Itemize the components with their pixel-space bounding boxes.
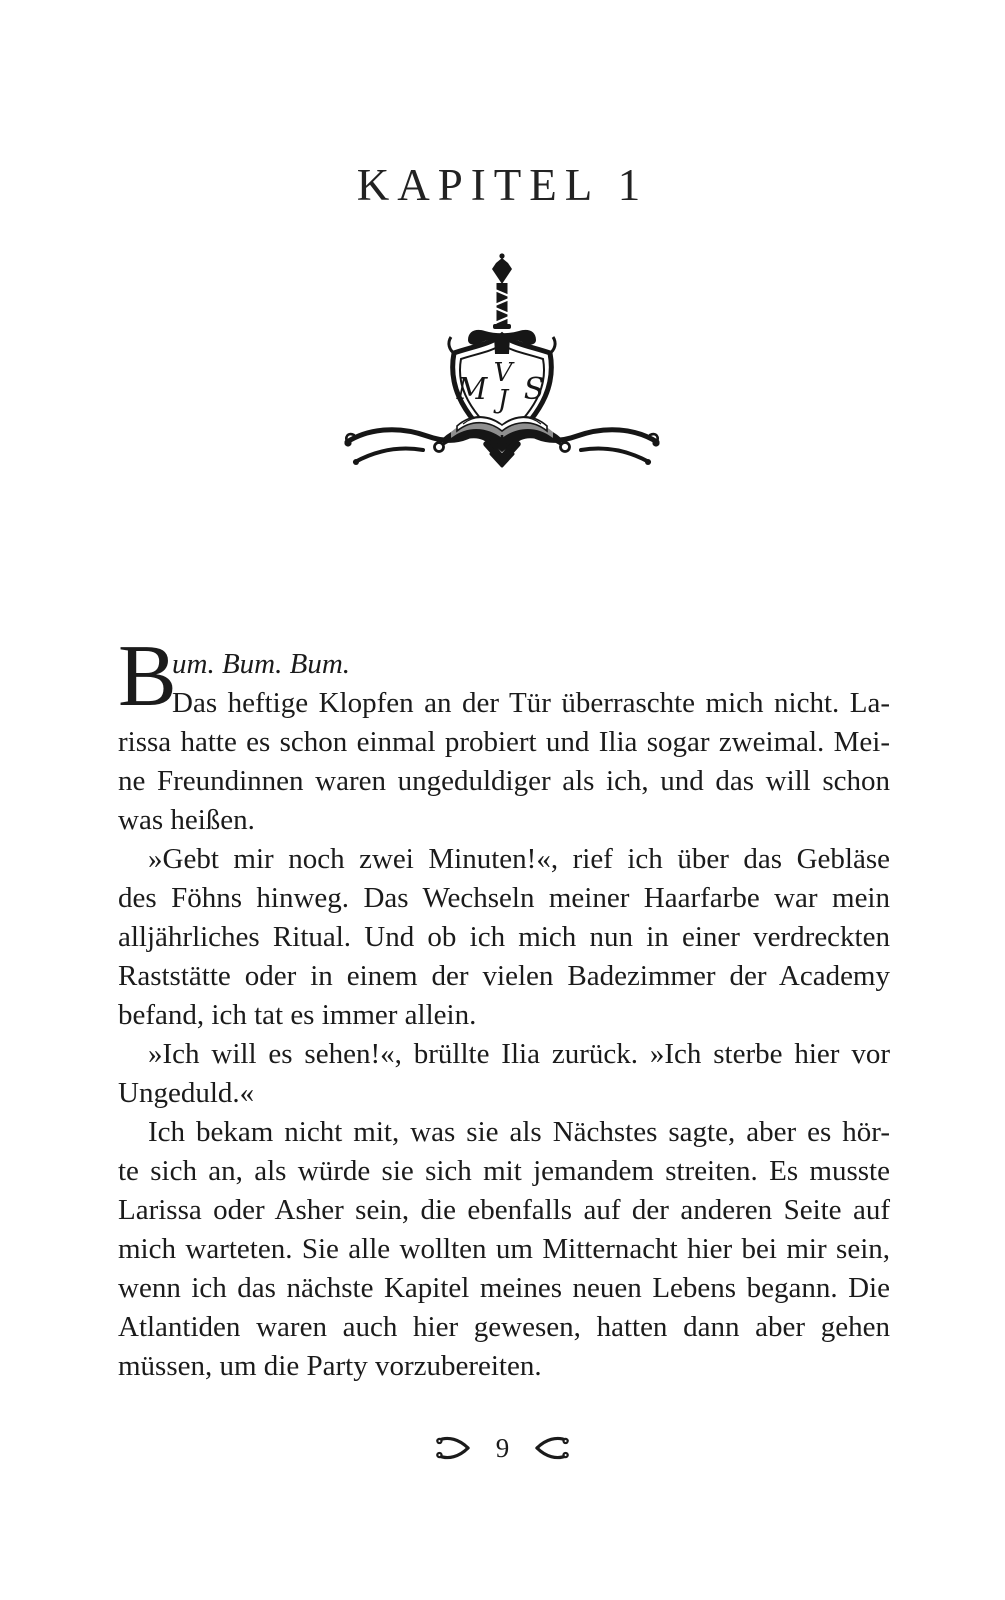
text-line: um. Bum. Bum. [172,648,351,680]
text-line: befand, ich tat es immer allein. [118,999,477,1031]
text-line: wenn ich das nächste Kapitel meines neuen Lebens begann. Die [118,1272,890,1304]
shield-corner-left [449,337,455,354]
drop-cap: B [118,628,177,725]
page-footer [0,1431,1005,1465]
text-line: was heißen. [118,804,255,836]
text-line: »Gebt mir noch zwei Minuten!«, rief ich über das Gebläse [148,843,890,875]
text-line: te sich an, als würde sie sich mit jemandem streiten. Es musste [118,1155,890,1187]
text-line: mich warteten. Sie alle wollten um Mitternacht hier bei mir sein, [118,1233,890,1265]
fleuron-right-icon [533,1433,571,1463]
monogram-letter-m: M [456,372,488,407]
body-lines [118,645,890,1386]
text-line: alljährliches Ritual. Und ob ich mich nun in einer verdreckten [118,921,890,953]
shield-corner-right [549,337,555,354]
chapter-title: KAPITEL 1 [356,160,649,210]
pommel-ball [499,253,504,258]
fleuron-left-icon [434,1433,472,1463]
monogram-letter-j: J [497,385,509,415]
text-line: ne Freundinnen waren ungeduldiger als ich, und das will schon [118,765,890,797]
chapter-emblem [335,252,675,480]
text-line: Ich bekam nicht mit, was sie als Nächstes sagte, aber es hör- [148,1116,890,1148]
text-line: Ungeduld.« [118,1077,255,1109]
sword-collar [493,324,511,329]
text-line: »Ich will es sehen!«, brüllte Ilia zurück. »Ich sterbe hier vor [148,1038,890,1070]
monogram-letter-s: S [523,372,545,407]
text-line: Larissa oder Asher sein, die ebenfalls auf der anderen Seite auf [118,1194,890,1226]
body-text [118,645,890,1386]
flourish-right [502,430,660,465]
monogram-letter-v: V [493,358,513,388]
sword-pommel [492,258,512,284]
text-line: müssen, um die Party vorzubereiten. [118,1350,542,1382]
text-line: rissa hatte es schon einmal probiert und Ilia sogar zweimal. Mei- [118,726,890,758]
sword-shield-book-emblem-icon [335,252,675,480]
page-number: 9 [495,1432,510,1463]
text-line: des Föhns hinweg. Das Wechseln meiner Haarfarbe war mein [118,882,890,914]
text-line: Das heftige Klopfen an der Tür überraschte mich nicht. La- [172,687,890,719]
text-line: Raststätte oder in einem der vielen Badezimmer der Academy [118,960,890,992]
text-line: Atlantiden waren auch hier gewesen, hatten dann aber gehen [118,1311,890,1343]
